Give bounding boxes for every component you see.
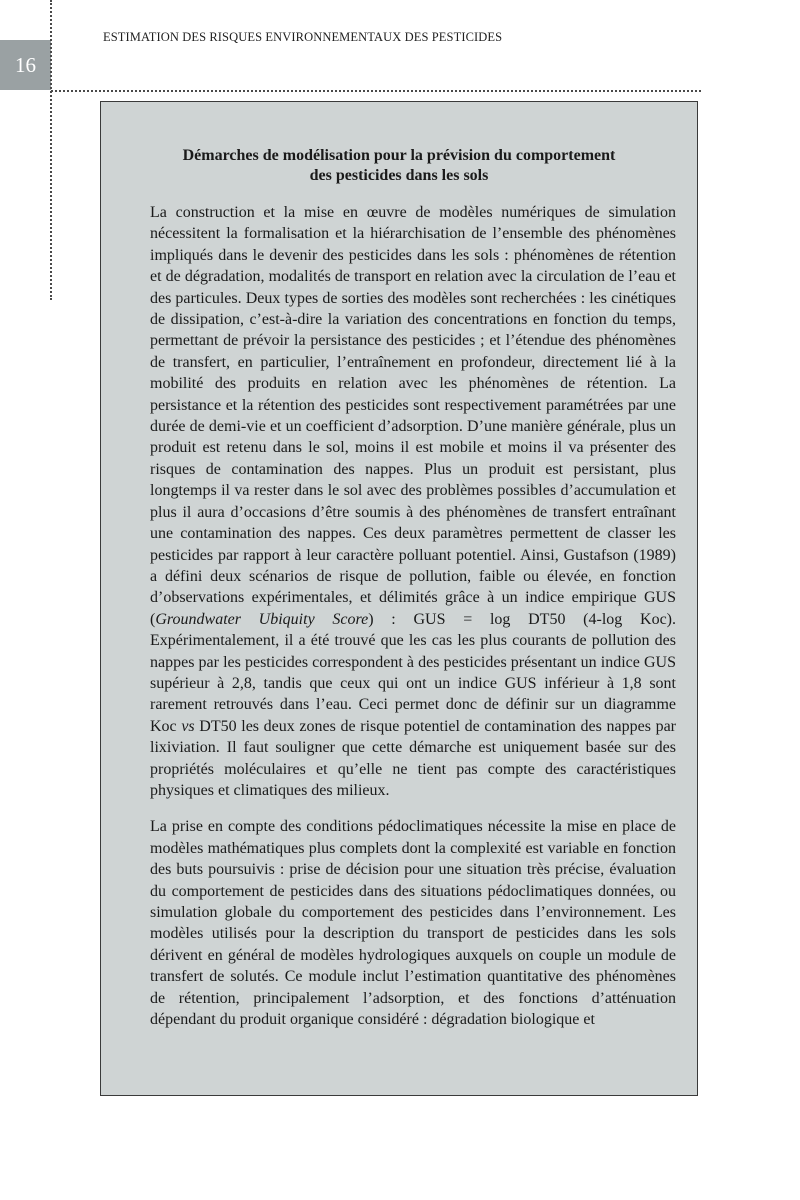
box-title-line-2: des pesticides dans les sols — [309, 167, 489, 184]
paragraph-1-part-3: DT50 les deux zones de risque potentiel de contamination des nappes par lixiviation. Il faut souligner que cette démarche est uniquement basée sur des propriétés moléculaires et qu’elle ne tient pas compte des caractéristiques physiques et climatiques des milieux. — [150, 717, 677, 799]
paragraph-1-part-1: La construction et la mise en œuvre de modèles numériques de simulation nécessitent la formalisation et la hiérarchisation de l’ensemble des phénomènes impliqués dans le devenir des pesticides dans les sols : phénomènes de rétention et de dégradation, modalités de transport en relation avec la circulation de l’eau et des particules. Deux types de sorties des modèles sont recherchées : les cinétiques de dissipation, c’est-à-dire la variation des concentrations en fonction du temps, permettant de prévoir la persistance des pesticides ; et l’étendue des phénomènes de transfert, en particulier, l’entraînement en profondeur, directement lié à la mobilité des produits en relation avec les phénomènes de rétention. La persistance et la rétention des pesticides sont respectivement paramétrées par une durée de demi-vie et un coefficient d’adsorption. D’une manière générale, plus un produit est retenu dans le sol, moins il est mobile et moins il va présenter des risques de contamination des nappes. Plus un produit est persistant, plus longtemps il va rester dans le sol avec des problèmes possibles d’accumulation et plus il aura d’occasions d’être soumis à des phénomènes de transfert entraînant une contamination des nappes. Ces deux paramètres permettent de classer les pesticides par rapport à leur caractère polluant potentiel. Ainsi, Gustafson (1989) a défini deux scénarios de risque de pollution, faible ou élevée, en fonction d’observations expérimentales, et délimités grâce à un indice empirique GUS ( — [150, 204, 676, 628]
box-body — [150, 202, 676, 1045]
gus-term: Groundwater Ubiquity Score — [155, 610, 369, 628]
vertical-dotted-rule — [50, 0, 52, 300]
running-head: ESTIMATION DES RISQUES ENVIRONNEMENTAUX DES PESTICIDES — [103, 30, 503, 44]
paragraph-1 — [150, 202, 676, 801]
sidebar-box — [100, 101, 698, 1096]
box-title-line-1: Démarches de modélisation pour la prévision du comportement — [182, 147, 616, 164]
horizontal-dotted-rule — [51, 90, 701, 92]
paragraph-1-part-2: ) : GUS = log DT50 (4-log Koc). Expérimentalement, il a été trouvé que les cas les plus courants de pollution des nappes par les pesticides correspondent à des pesticides présentant un indice GUS supérieur à 2,8, tandis que ceux qui ont un indice GUS inférieur à 1,8 sont rarement retrouvés dans l’eau. Ceci permet donc de définir sur un diagramme Koc — [150, 610, 676, 735]
paragraph-2: La prise en compte des conditions pédoclimatiques nécessite la mise en place de modèles mathématiques plus complets dont la complexité est variable en fonction des buts poursuivis : prise de décision pour une situation très précise, évaluation du comportement de pesticides dans des situations pédoclimatiques données, ou simulation globale du comportement des pesticides dans l’environnement. Les modèles utilisés pour la description du transport de pesticides dans les sols dérivent en général de modèles hydrologiques auxquels on couple un module de transfert de solutés. Ce module inclut l’estimation quantitative des phénomènes de rétention, principalement l’adsorption, et des fonctions d’atténuation dépendant du produit organique considéré : dégradation biologique et — [150, 818, 676, 1029]
box-title — [101, 146, 697, 186]
vs-term: vs — [181, 717, 195, 735]
page-number: 16 — [0, 40, 51, 90]
